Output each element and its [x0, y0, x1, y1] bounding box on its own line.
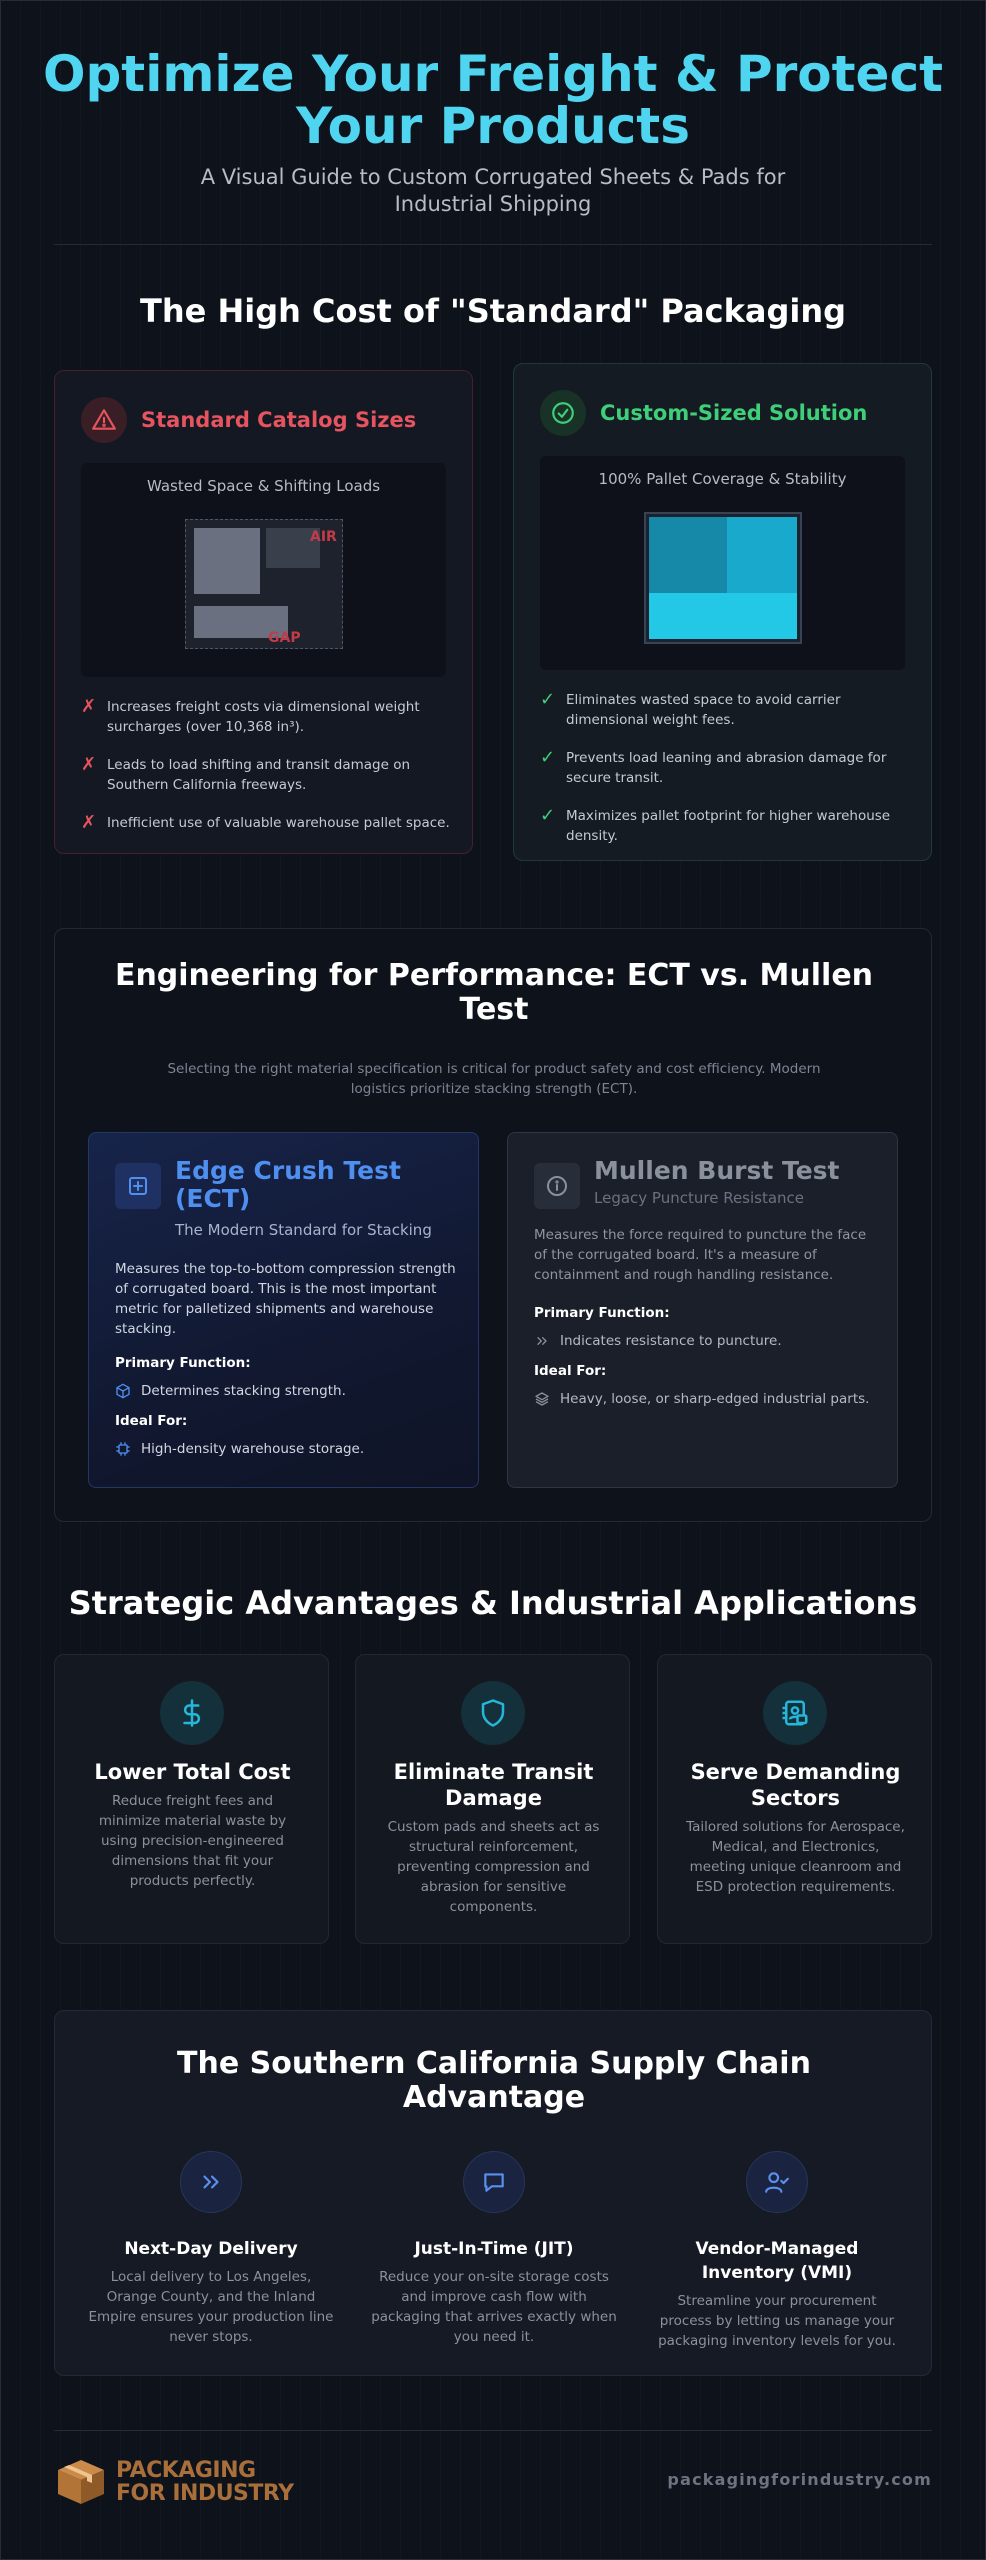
- chat-icon: [463, 2151, 525, 2213]
- fitted-box: [727, 517, 797, 593]
- advantage-card: [54, 1654, 329, 1944]
- socal-item-title: Next-Day Delivery: [124, 2239, 298, 2259]
- socal-item-title: Vendor-Managed Inventory (VMI): [695, 2239, 859, 2283]
- cleanroom-icon: [763, 1681, 827, 1745]
- advantage-title: Eliminate Transit Damage: [393, 1760, 594, 1810]
- advantage-card: [355, 1654, 630, 1944]
- dollar-icon: [160, 1681, 224, 1745]
- company-logo[interactable]: [54, 2456, 294, 2508]
- user-check-icon: [746, 2151, 808, 2213]
- plus-square-icon: [115, 1163, 161, 1209]
- list-item: ✗ Inefficient use of valuable warehouse pallet space.: [81, 812, 450, 833]
- mullen-primary-row: Indicates resistance to puncture.: [534, 1333, 782, 1349]
- air-tag: AIR: [310, 529, 337, 545]
- ect-primary-row: Determines stacking strength.: [115, 1383, 346, 1399]
- engineering-description: Selecting the right material specification is critical for product safety and cost efficiency. Modern logistics prioritize stacking strength (ECT).: [167, 1061, 821, 1097]
- pallet-coverage-label: 100% Pallet Coverage & Stability: [598, 470, 847, 488]
- list-item: ✓ Eliminates wasted space to avoid carrier dimensional weight fees.: [540, 689, 841, 728]
- mullen-primary-label: Primary Function:: [534, 1305, 670, 1321]
- cube-icon: [115, 1383, 131, 1399]
- fitted-box: [649, 593, 797, 639]
- standard-card-header: [81, 397, 416, 443]
- advantage-description: Custom pads and sheets act as structural reinforcement, preventing compression and abrasion for sensitive components.: [387, 1819, 600, 1915]
- socal-item-title: Just-In-Time (JIT): [414, 2239, 574, 2259]
- standard-card-title: Standard Catalog Sizes: [141, 408, 417, 432]
- custom-card-title: Custom-Sized Solution: [600, 401, 868, 425]
- mullen-subtitle: Legacy Puncture Resistance: [594, 1189, 805, 1207]
- list-item: ✗ Increases freight costs via dimensional weight surcharges (over 10,368 in³).: [81, 696, 420, 735]
- list-item: ✓ Prevents load leaning and abrasion damage for secure transit.: [540, 747, 887, 786]
- ect-card: [88, 1132, 479, 1488]
- list-item: ✗ Leads to load shifting and transit damage on Southern California freeways.: [81, 754, 411, 793]
- ect-ideal-label: Ideal For:: [115, 1413, 188, 1429]
- wasted-space-visual: [81, 463, 446, 677]
- shifted-box: [194, 528, 260, 594]
- x-mark-icon: ✗: [81, 696, 97, 717]
- mullen-ideal-row: Heavy, loose, or sharp-edged industrial parts.: [534, 1391, 869, 1407]
- mullen-card: [507, 1132, 898, 1488]
- divider: [54, 244, 932, 245]
- shield-icon: [461, 1681, 525, 1745]
- divider: [54, 2430, 932, 2431]
- layers-icon: [534, 1391, 550, 1407]
- custom-card-header: [540, 390, 867, 436]
- pallet-coverage-visual: [540, 456, 905, 670]
- pallet-outline: [185, 519, 343, 649]
- engineering-section: [54, 928, 932, 1522]
- box-logo-icon: [54, 2456, 108, 2508]
- custom-points-list: [540, 690, 910, 864]
- fitted-box: [649, 517, 727, 593]
- advantage-card: [657, 1654, 932, 1944]
- ect-description: Measures the top-to-bottom compression strength of corrugated board. This is the most important metric for palletized shipments and warehouse stacking.: [115, 1261, 456, 1337]
- mullen-title: Mullen Burst Test: [594, 1156, 840, 1185]
- advantage-description: Tailored solutions for Aerospace, Medical, and Electronics, meeting unique cleanroom and ESD protection requirements.: [686, 1819, 905, 1895]
- gap-tag: GAP: [268, 630, 301, 646]
- checkmark-icon: ✓: [540, 689, 556, 710]
- mullen-description: Measures the force required to puncture the face of the corrugated board. It's a measure of containment and rough handling resistance.: [534, 1227, 867, 1283]
- ect-ideal-row: High-density warehouse storage.: [115, 1441, 364, 1457]
- advantage-title: Serve Demanding Sectors: [690, 1760, 901, 1810]
- info-icon: [534, 1163, 580, 1209]
- custom-solution-card: [513, 363, 932, 861]
- warning-icon: [81, 397, 127, 443]
- x-mark-icon: ✗: [81, 812, 97, 833]
- logo-text: PACKAGING FOR INDUSTRY: [116, 2458, 294, 2506]
- wasted-space-label: Wasted Space & Shifting Loads: [146, 477, 381, 495]
- check-circle-icon: [540, 390, 586, 436]
- page-subtitle: A Visual Guide to Custom Corrugated Sheets & Pads for Industrial Shipping: [200, 165, 786, 216]
- socal-title: The Southern California Supply Chain Advantage: [177, 2046, 811, 2115]
- checkmark-icon: ✓: [540, 747, 556, 768]
- socal-item-description: Reduce your on-site storage costs and improve cash flow with packaging that arrives exactly when you need it.: [371, 2269, 617, 2345]
- ect-primary-label: Primary Function:: [115, 1355, 251, 1371]
- mullen-ideal-label: Ideal For:: [534, 1363, 607, 1379]
- checkmark-icon: ✓: [540, 805, 556, 826]
- chip-icon: [115, 1441, 131, 1457]
- pallet-outline: [644, 512, 802, 644]
- comparison-title: The High Cost of "Standard" Packaging: [139, 292, 846, 330]
- advantages-title: Strategic Advantages & Industrial Applications: [68, 1584, 918, 1622]
- engineering-title: Engineering for Performance: ECT vs. Mullen Test: [114, 958, 874, 1027]
- ect-title: Edge Crush Test (ECT): [175, 1156, 401, 1213]
- ect-subtitle: The Modern Standard for Stacking: [175, 1221, 432, 1239]
- x-mark-icon: ✗: [81, 754, 97, 775]
- socal-item-description: Local delivery to Los Angeles, Orange County, and the Inland Empire ensures your production line never stops.: [88, 2269, 334, 2345]
- page-title: Optimize Your Freight & Protect Your Products: [43, 45, 943, 155]
- standard-sizes-card: [54, 370, 473, 854]
- fast-forward-icon: [180, 2151, 242, 2213]
- advantage-title: Lower Total Cost: [94, 1760, 291, 1784]
- socal-item-description: Streamline your procurement process by letting us manage your packaging inventory levels for you.: [658, 2293, 896, 2349]
- advantage-description: Reduce freight fees and minimize material waste by using precision-engineered dimensions that fit your products perfectly.: [98, 1793, 287, 1889]
- website-link[interactable]: packagingforindustry.com: [667, 2470, 932, 2489]
- list-item: ✓ Maximizes pallet footprint for higher warehouse density.: [540, 805, 891, 844]
- double-chevron-icon: [534, 1333, 550, 1349]
- socal-section: [54, 2010, 932, 2376]
- standard-points-list: [81, 697, 451, 851]
